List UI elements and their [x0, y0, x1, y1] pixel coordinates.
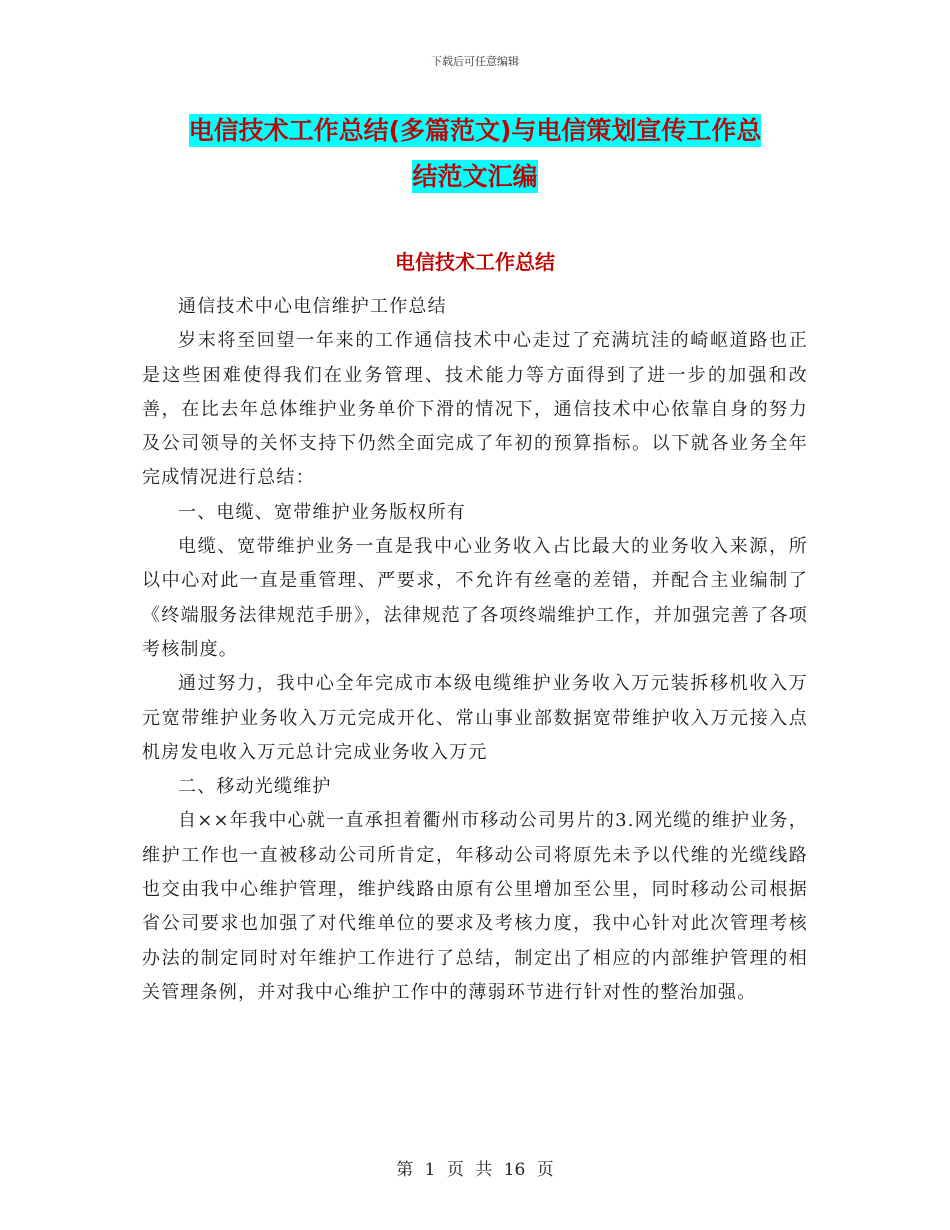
heading-cable-broadband: 一、电缆、宽带维护业务版权所有: [178, 501, 466, 523]
document-body: [142, 290, 808, 1010]
paragraph-intro: 岁末将至回望一年来的工作通信技术中心走过了充满坑洼的崎岖道路也正是这些困难使得我们在业务管理、技术能力等方面得到了进一步的加强和改善，在比去年总体维护业务单价下滑的情况下，通信技术中心依靠自身的努力及公司领导的关怀支持下仍然全面完成了年初的预算指标。以下就各业务全年完成情况进行总结：: [142, 330, 808, 489]
paragraph-cable-broadband: 电缆、宽带维护业务一直是我中心业务收入占比最大的业务收入来源，所以中心对此一直是重管理、严要求，不允许有丝毫的差错，并配合主业编制了《终端服务法律规范手册》，法律规范了各项终端维护工作，并加强完善了各项考核制度。: [142, 536, 808, 660]
paragraph-subtitle: 通信技术中心电信维护工作总结: [178, 296, 447, 317]
document-title: [140, 108, 810, 200]
document-title-line-2: 结范文汇编: [412, 162, 538, 191]
document-title-line-1: 电信技术工作总结(多篇范文)与电信策划宣传工作总: [188, 116, 762, 145]
section-title: 电信技术工作总结: [395, 250, 555, 274]
heading-mobile-fiber: 二、移动光缆维护: [178, 776, 332, 798]
paragraph-mobile-fiber: 自××年我中心就一直承担着衢州市移动公司男片的3.网光缆的维护业务，维护工作也一直被移动公司所肯定，年移动公司将原先未予以代维的光缆线路也交由我中心维护管理，维护线路由原有公里增加至公里，同时移动公司根据省公司要求也加强了对代维单位的要求及考核力度，我中心针对此次管理考核办法的制定同时对年维护工作进行了总结，制定出了相应的内部维护管理的相关管理条例，并对我中心维护工作中的薄弱环节进行针对性的整治加强。: [142, 810, 808, 1003]
page-number-footer: 第 1 页 共 16 页: [396, 1160, 554, 1180]
paragraph-revenue: 通过努力，我中心全年完成市本级电缆维护业务收入万元装拆移机收入万元宽带维护业务收入万元完成开化、常山事业部数据宽带维护收入万元接入点机房发电收入万元总计完成业务收入万元: [142, 673, 808, 763]
page-header-note: 下载后可任意编辑: [431, 55, 519, 68]
